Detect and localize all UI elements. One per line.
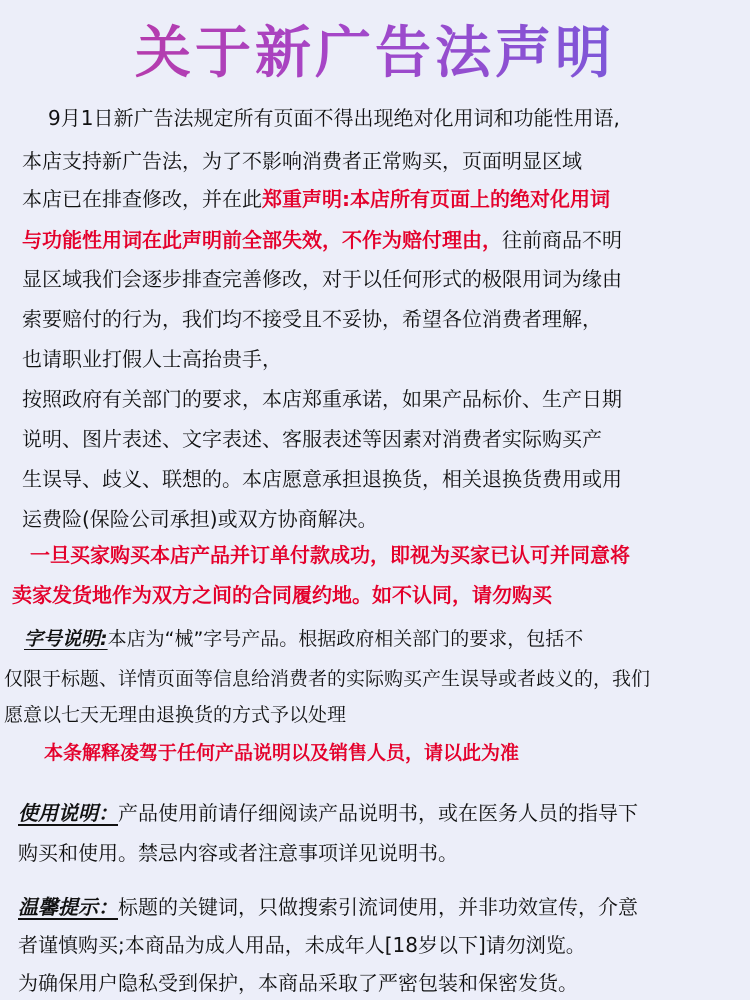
priority-note-line: 本条解释凌驾于任何产品说明以及销售人员，请以此为准 [44,742,520,764]
solemn-declaration-text: 郑重声明:本店所有页面上的绝对化用词 [262,187,610,211]
statement-line: 也请职业打假人士高抬贵手， [22,347,282,371]
font-size-note-line: 仅限于标题、详情页面等信息给消费者的实际购买产生误导或者歧义的，我们 [4,668,651,690]
promise-line: 生误导、歧义、联想的。本店愿意承担退换货，相关退换货费用或用 [22,467,622,491]
statement-line: 索要赔付的行为，我们均不接受且不妥协，希望各位消费者理解， [22,307,602,331]
usage-instructions-line [18,798,638,828]
statement-line [22,184,610,214]
warm-tip-line [18,892,638,922]
solemn-declaration-text: 与功能性用词在此声明前全部失效，不作为赔付理由， [22,228,502,252]
font-size-note-text: 本店为“械”字号产品。根据政府相关部门的要求，包括不 [107,628,584,650]
warm-tip-line: 者谨慎购买;本商品为成人用品，未成年人[18岁以下]请勿浏览。 [18,933,586,957]
contract-notice-line: 卖家发货地作为双方之间的合同履约地。如不认同，请勿购买 [12,583,552,607]
statement-line: 本店支持新广告法，为了不影响消费者正常购买，页面明显区域 [22,149,582,173]
statement-text: 往前商品不明 [502,228,622,252]
usage-instructions-text: 产品使用前请仔细阅读产品说明书，或在医务人员的指导下 [118,801,638,825]
warm-tip-line: 为确保用户隐私受到保护，本商品采取了严密包装和保密发货。 [18,971,578,995]
usage-instructions-label: 使用说明： [18,801,118,825]
promise-line: 说明、图片表述、文字表述、客服表述等因素对消费者实际购买产 [22,427,602,451]
page-title: 关于新广告法声明 [0,18,750,90]
usage-instructions-line: 购买和使用。禁忌内容或者注意事项详见说明书。 [18,841,458,865]
promise-line: 按照政府有关部门的要求，本店郑重承诺，如果产品标价、生产日期 [22,387,622,411]
font-size-note-line [24,624,583,654]
promise-line: 运费险(保险公司承担)或双方协商解决。 [22,507,378,531]
statement-line: 显区域我们会逐步排查完善修改，对于以任何形式的极限用词为缘由 [22,267,622,291]
warm-tip-text: 标题的关键词，只做搜索引流词使用，并非功效宣传，介意 [118,895,638,919]
contract-notice-line: 一旦买家购买本店产品并订单付款成功，即视为买家已认可并同意将 [30,543,630,567]
statement-text: 本店已在排查修改，并在此 [22,187,262,211]
statement-line [22,225,622,255]
warm-tip-label: 温馨提示： [18,895,118,919]
font-size-note-line: 愿意以七天无理由退换货的方式予以处理 [4,704,347,726]
statement-line: 9月1日新广告法规定所有页面不得出现绝对化用词和功能性用语, [48,106,620,130]
font-size-note-label: 字号说明: [24,628,108,650]
